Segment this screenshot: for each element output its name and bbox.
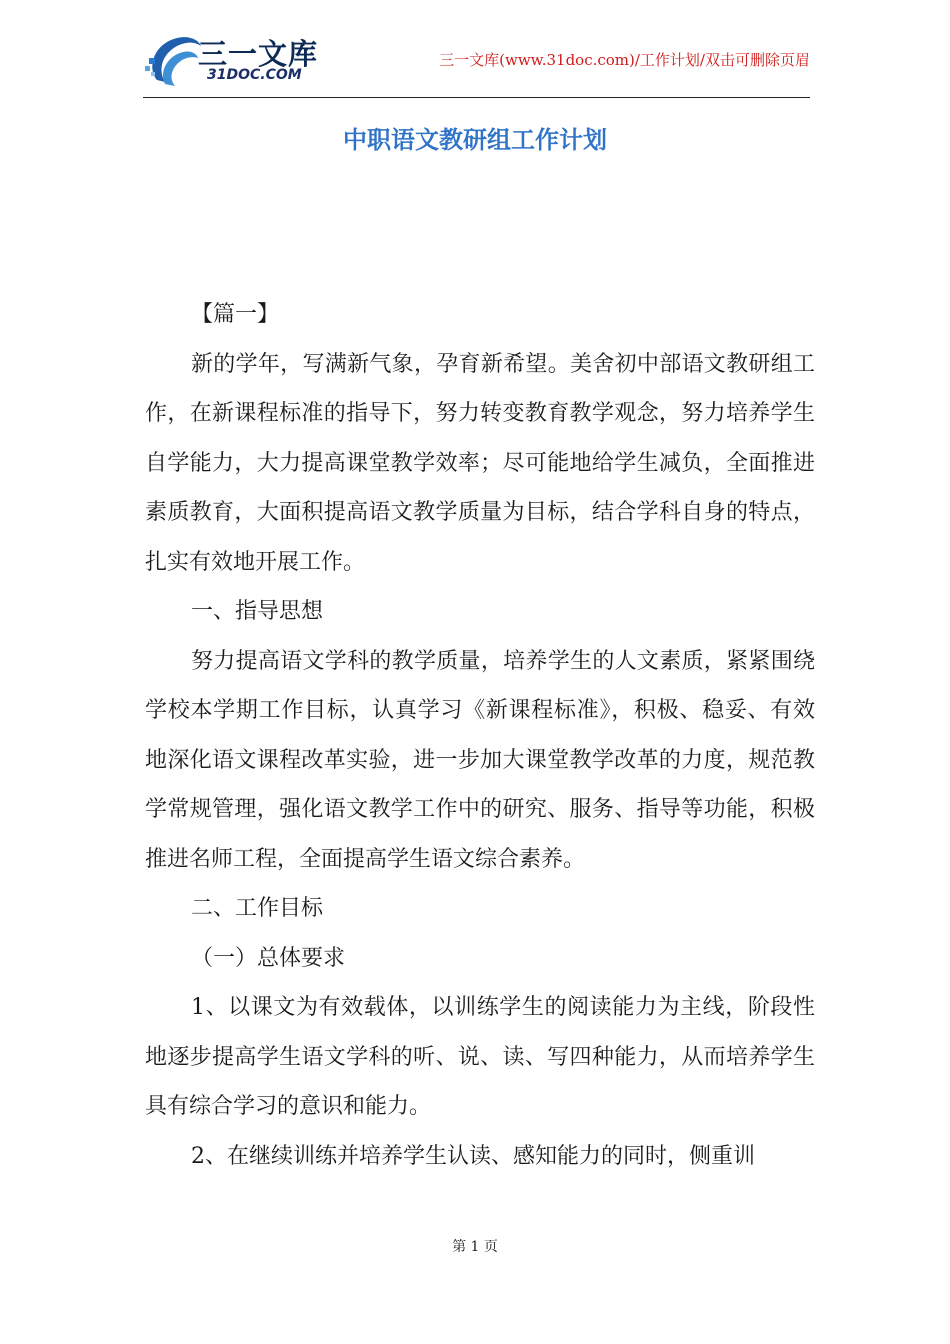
- document-title: 中职语文教研组工作计划: [343, 126, 607, 154]
- section-label: 【篇一】: [191, 302, 280, 327]
- header-divider: [143, 97, 810, 98]
- guiding-ideology-paragraph: 努力提高语文学科的教学质量，培养学生的人文素质，紧紧围绕学校本学期工作目标，认真学习《新课程标准》，积极、稳妥、有效地深化语文课程改革实验，进一步加大课堂教学改革的力度，规范教学常规管理，强化语文教学工作中的研究、服务、指导等功能，积极推进名师工程，全面提高学生语文综合素养。: [145, 648, 815, 872]
- logo-chinese-text: 三一文库: [198, 37, 319, 71]
- logo-english-text: 31DOC.COM: [207, 67, 302, 83]
- heading-work-goals: 二、工作目标: [191, 896, 324, 921]
- document-body: [145, 290, 815, 1181]
- subheading-general-requirements: （一）总体要求: [191, 945, 346, 971]
- requirement-item-2: 2、在继续训练并培养学生认读、感知能力的同时，侧重训: [191, 1143, 755, 1169]
- page-header: [143, 24, 810, 100]
- heading-guiding-ideology: 一、指导思想: [191, 599, 324, 624]
- site-logo: [143, 24, 343, 94]
- intro-paragraph: 新的学年，写满新气象，孕育新希望。美舍初中部语文教研组工作，在新课程标准的指导下，努力转变教育教学观念，努力培养学生自学能力，大力提高课堂教学效率；尽可能地给学生减负，全面推进素质教育，大面积提高语文教学质量为目标，结合学科自身的特点，扎实有效地开展工作。: [145, 351, 815, 575]
- requirement-item-1: 1、以课文为有效载体，以训练学生的阅读能力为主线，阶段性地逐步提高学生语文学科的听、说、读、写四种能力，从而培养学生具有综合学习的意识和能力。: [145, 995, 815, 1119]
- header-right-text: 三一文库(www.31doc.com)/工作计划/双击可删除页眉: [439, 51, 810, 69]
- page-number: 第 1 页: [452, 1239, 498, 1255]
- logo-swirl-icon: [143, 28, 203, 90]
